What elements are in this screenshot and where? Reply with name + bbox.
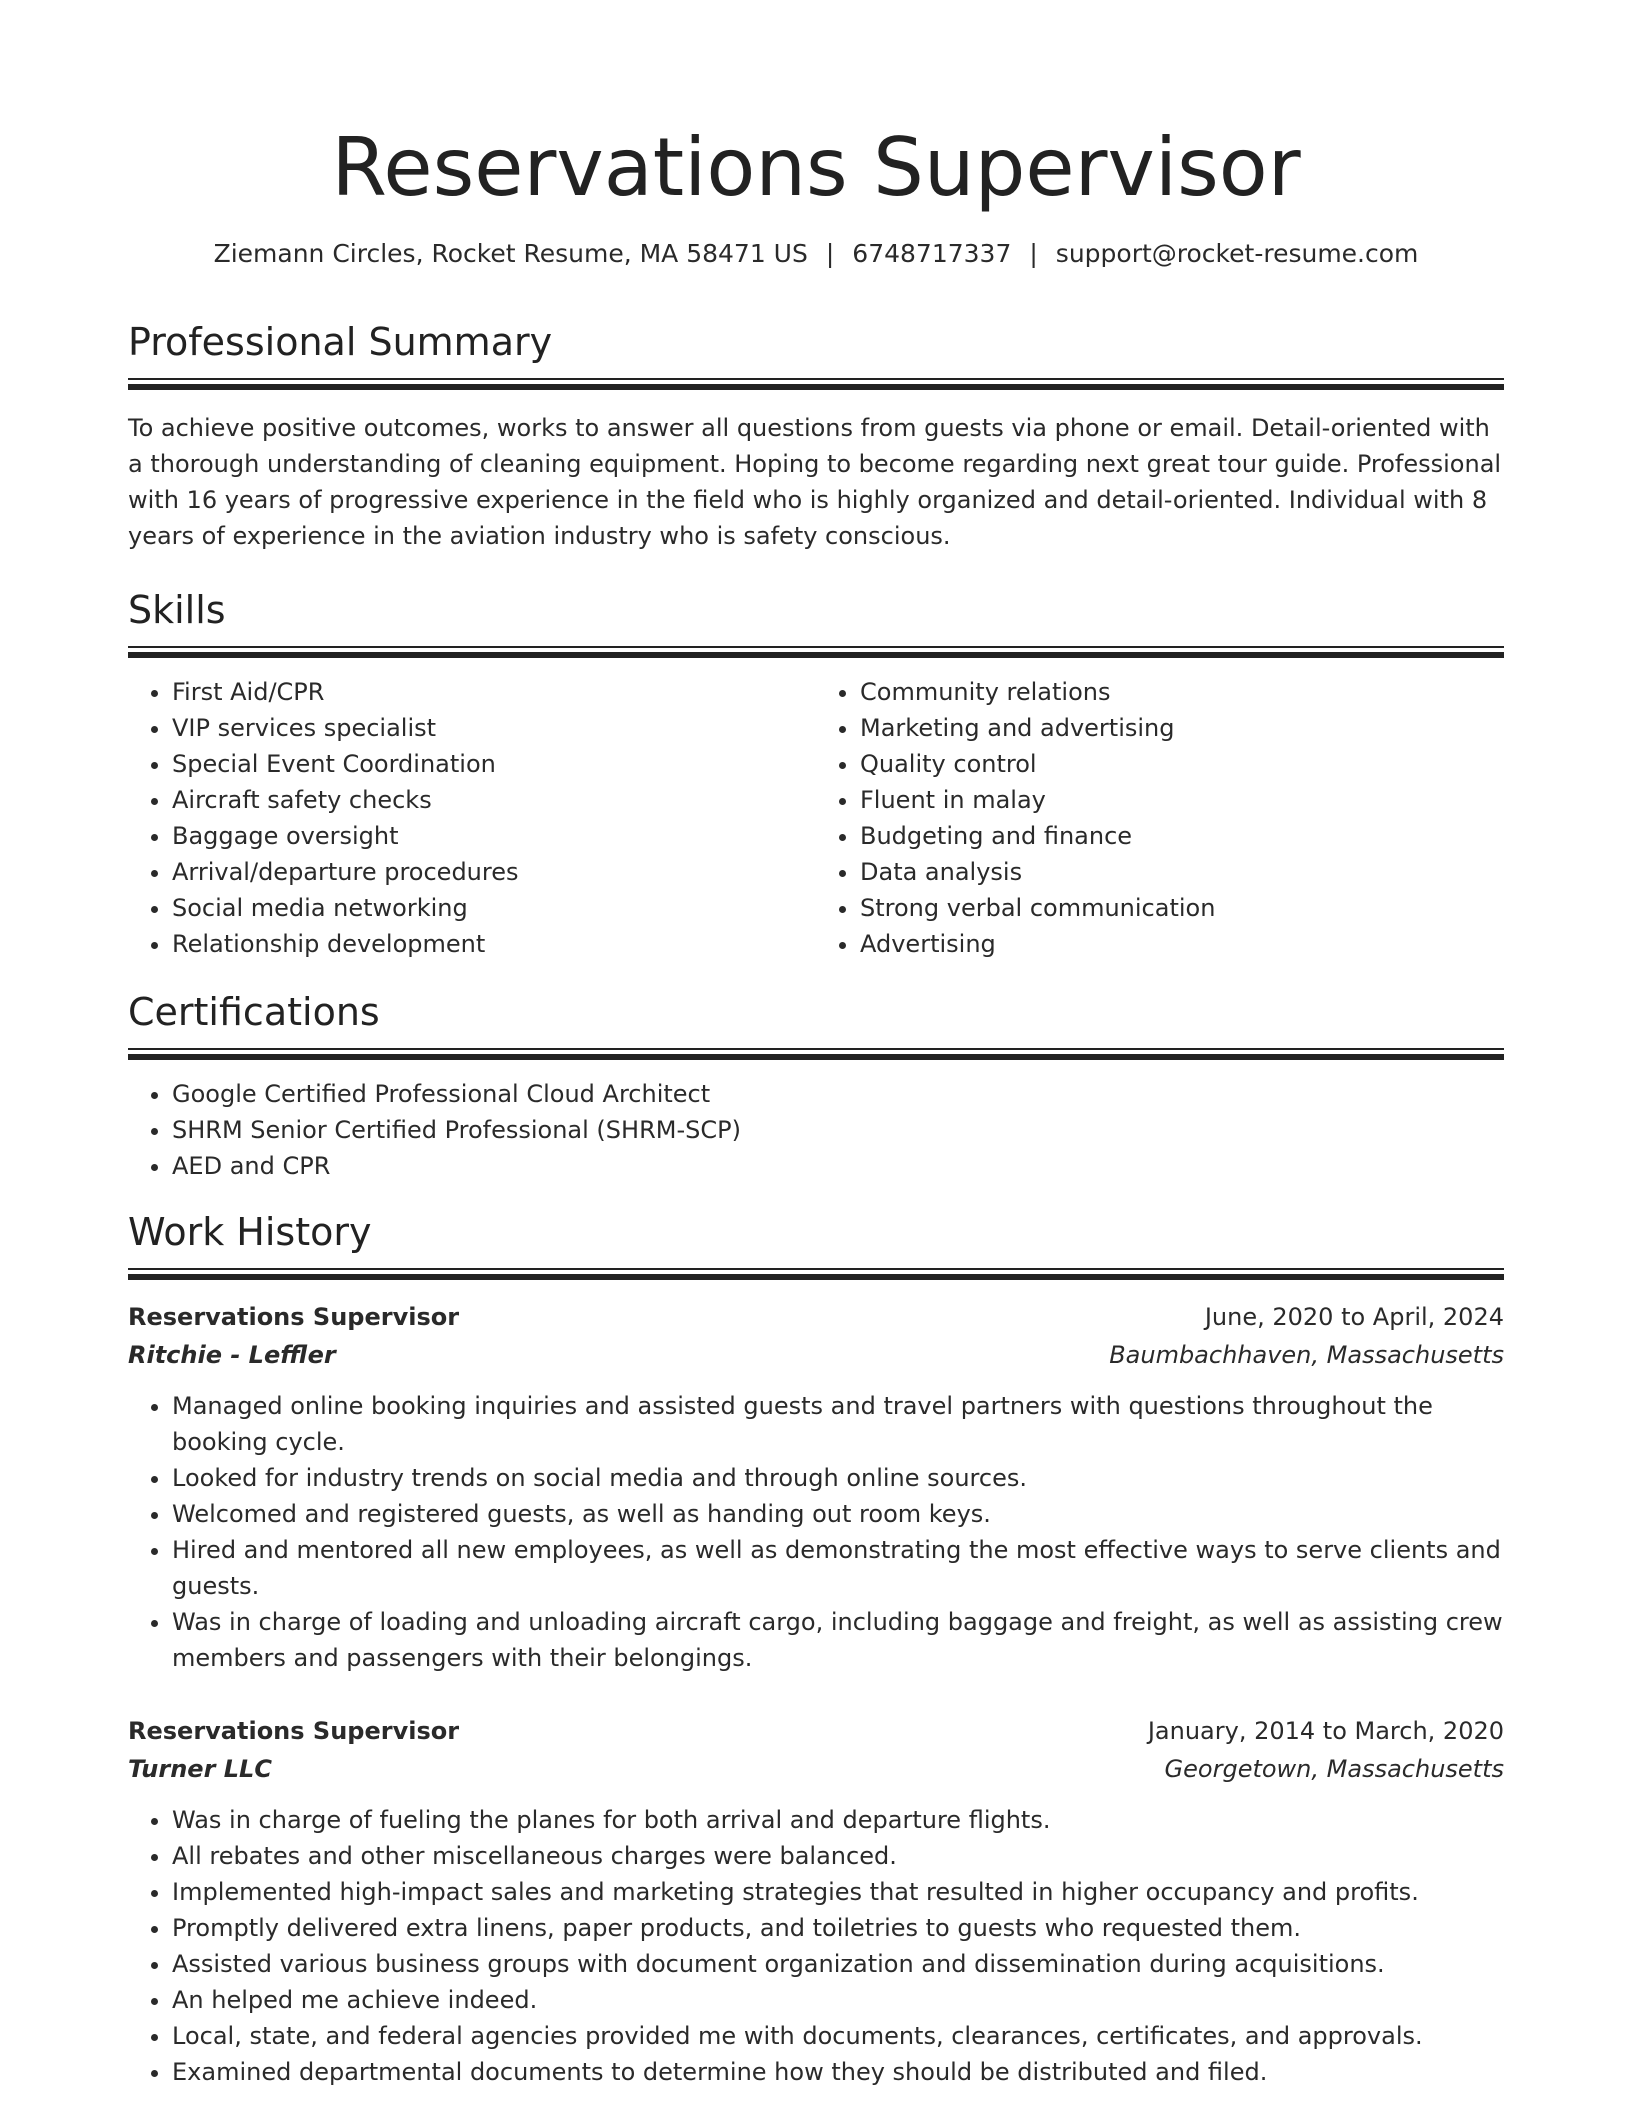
- job-dates: January, 2014 to March, 2020: [1147, 1717, 1504, 1745]
- job-subheader: [128, 1750, 1504, 1788]
- list-item: • Fluent in malay: [860, 782, 1504, 818]
- list-item: • Special Event Coordination: [172, 746, 816, 782]
- list-item: • Social media networking: [172, 890, 816, 926]
- list-item: • Looked for industry trends on social media and through online sources.: [172, 1460, 1504, 1496]
- list-item: • Was in charge of loading and unloading aircraft cargo, including baggage and freight, as well as assisting crew members and passengers with their belongings.: [172, 1604, 1504, 1676]
- list-item: • Welcomed and registered guests, as well as handing out room keys.: [172, 1496, 1504, 1532]
- list-item: • Quality control: [860, 746, 1504, 782]
- list-item: • Was in charge of fueling the planes for both arrival and departure flights.: [172, 1802, 1504, 1838]
- contact-separator: |: [1029, 239, 1038, 268]
- list-item: • Baggage oversight: [172, 818, 816, 854]
- list-item: • Community relations: [860, 674, 1504, 710]
- list-item: • An helped me achieve indeed.: [172, 1982, 1504, 2018]
- summary-section: [128, 318, 1504, 554]
- list-item: • Hired and mentored all new employees, as well as demonstrating the most effective ways to serve clients and guests.: [172, 1532, 1504, 1604]
- list-item: • Relationship development: [172, 926, 816, 962]
- job-title: Reservations Supervisor: [128, 1717, 460, 1745]
- list-item: • Local, state, and federal agencies provided me with documents, clearances, certificates, and approvals.: [172, 2018, 1504, 2054]
- section-divider: [128, 1268, 1504, 1280]
- job-entry: [128, 1298, 1504, 1676]
- job-dates: June, 2020 to April, 2024: [1204, 1303, 1504, 1331]
- list-item: • Examined departmental documents to determine how they should be distributed and filed.: [172, 2054, 1504, 2090]
- list-item: • Aircraft safety checks: [172, 782, 816, 818]
- list-item: • SHRM Senior Certified Professional (SHRM-SCP): [172, 1112, 1504, 1148]
- work-history-section: [128, 1208, 1504, 2090]
- section-title-skills: Skills: [128, 588, 226, 632]
- job-location: Georgetown, Massachusetts: [1164, 1755, 1504, 1783]
- skills-list-left: [128, 674, 816, 962]
- certifications-section: [128, 988, 1504, 1184]
- job-company: Turner LLC: [128, 1755, 272, 1783]
- section-divider: [128, 646, 1504, 658]
- job-header: [128, 1712, 1504, 1750]
- section-divider: [128, 378, 1504, 390]
- job-location: Baumbachhaven, Massachusetts: [1109, 1341, 1504, 1369]
- contact-separator: |: [825, 239, 835, 268]
- section-title-certifications: Certifications: [128, 990, 380, 1034]
- list-item: • First Aid/CPR: [172, 674, 816, 710]
- list-item: • Arrival/departure procedures: [172, 854, 816, 890]
- candidate-name: Reservations Supervisor: [331, 121, 1301, 214]
- job-entry: [128, 1712, 1504, 2090]
- skills-columns: [128, 674, 1504, 962]
- section-divider: [128, 1048, 1504, 1060]
- address: Ziemann Circles, Rocket Resume, MA 58471 US: [213, 239, 808, 268]
- certifications-list: [128, 1076, 1504, 1184]
- list-item: • AED and CPR: [172, 1148, 1504, 1184]
- list-item: • VIP services specialist: [172, 710, 816, 746]
- section-title-work-history: Work History: [128, 1210, 372, 1254]
- section-title-summary: Professional Summary: [128, 320, 553, 364]
- skills-list-right: [816, 674, 1504, 962]
- job-bullets: [128, 1802, 1504, 2090]
- contact-line: [128, 236, 1504, 272]
- list-item: • All rebates and other miscellaneous charges were balanced.: [172, 1838, 1504, 1874]
- job-subheader: [128, 1336, 1504, 1374]
- list-item: • Advertising: [860, 926, 1504, 962]
- list-item: • Implemented high-impact sales and marketing strategies that resulted in higher occupancy and profits.: [172, 1874, 1504, 1910]
- list-item: • Assisted various business groups with document organization and dissemination during acquisitions.: [172, 1946, 1504, 1982]
- summary-text: To achieve positive outcomes, works to answer all questions from guests via phone or email. Detail-oriented with a thorough understanding of cleaning equipment. Hoping to become regarding next great tour guide. Professional with 16 years of progressive experience in the field who is highly organized and detail-oriented. Individual with 8 years of experience in the aviation industry who is safety conscious.: [128, 414, 1502, 550]
- job-bullets: [128, 1388, 1504, 1676]
- list-item: • Budgeting and finance: [860, 818, 1504, 854]
- job-header: [128, 1298, 1504, 1336]
- skills-section: [128, 586, 1504, 962]
- resume-page: [128, 0, 1504, 2090]
- list-item: • Managed online booking inquiries and assisted guests and travel partners with questions throughout the booking cycle.: [172, 1388, 1504, 1460]
- list-item: • Strong verbal communication: [860, 890, 1504, 926]
- list-item: • Google Certified Professional Cloud Architect: [172, 1076, 1504, 1112]
- job-company: Ritchie - Leffler: [128, 1341, 336, 1369]
- job-title: Reservations Supervisor: [128, 1303, 460, 1331]
- list-item: • Promptly delivered extra linens, paper products, and toiletries to guests who requested them.: [172, 1910, 1504, 1946]
- list-item: • Data analysis: [860, 854, 1504, 890]
- list-item: • Marketing and advertising: [860, 710, 1504, 746]
- email-link[interactable]: support@rocket-resume.com: [1055, 239, 1419, 268]
- phone: 6748717337: [852, 239, 1012, 268]
